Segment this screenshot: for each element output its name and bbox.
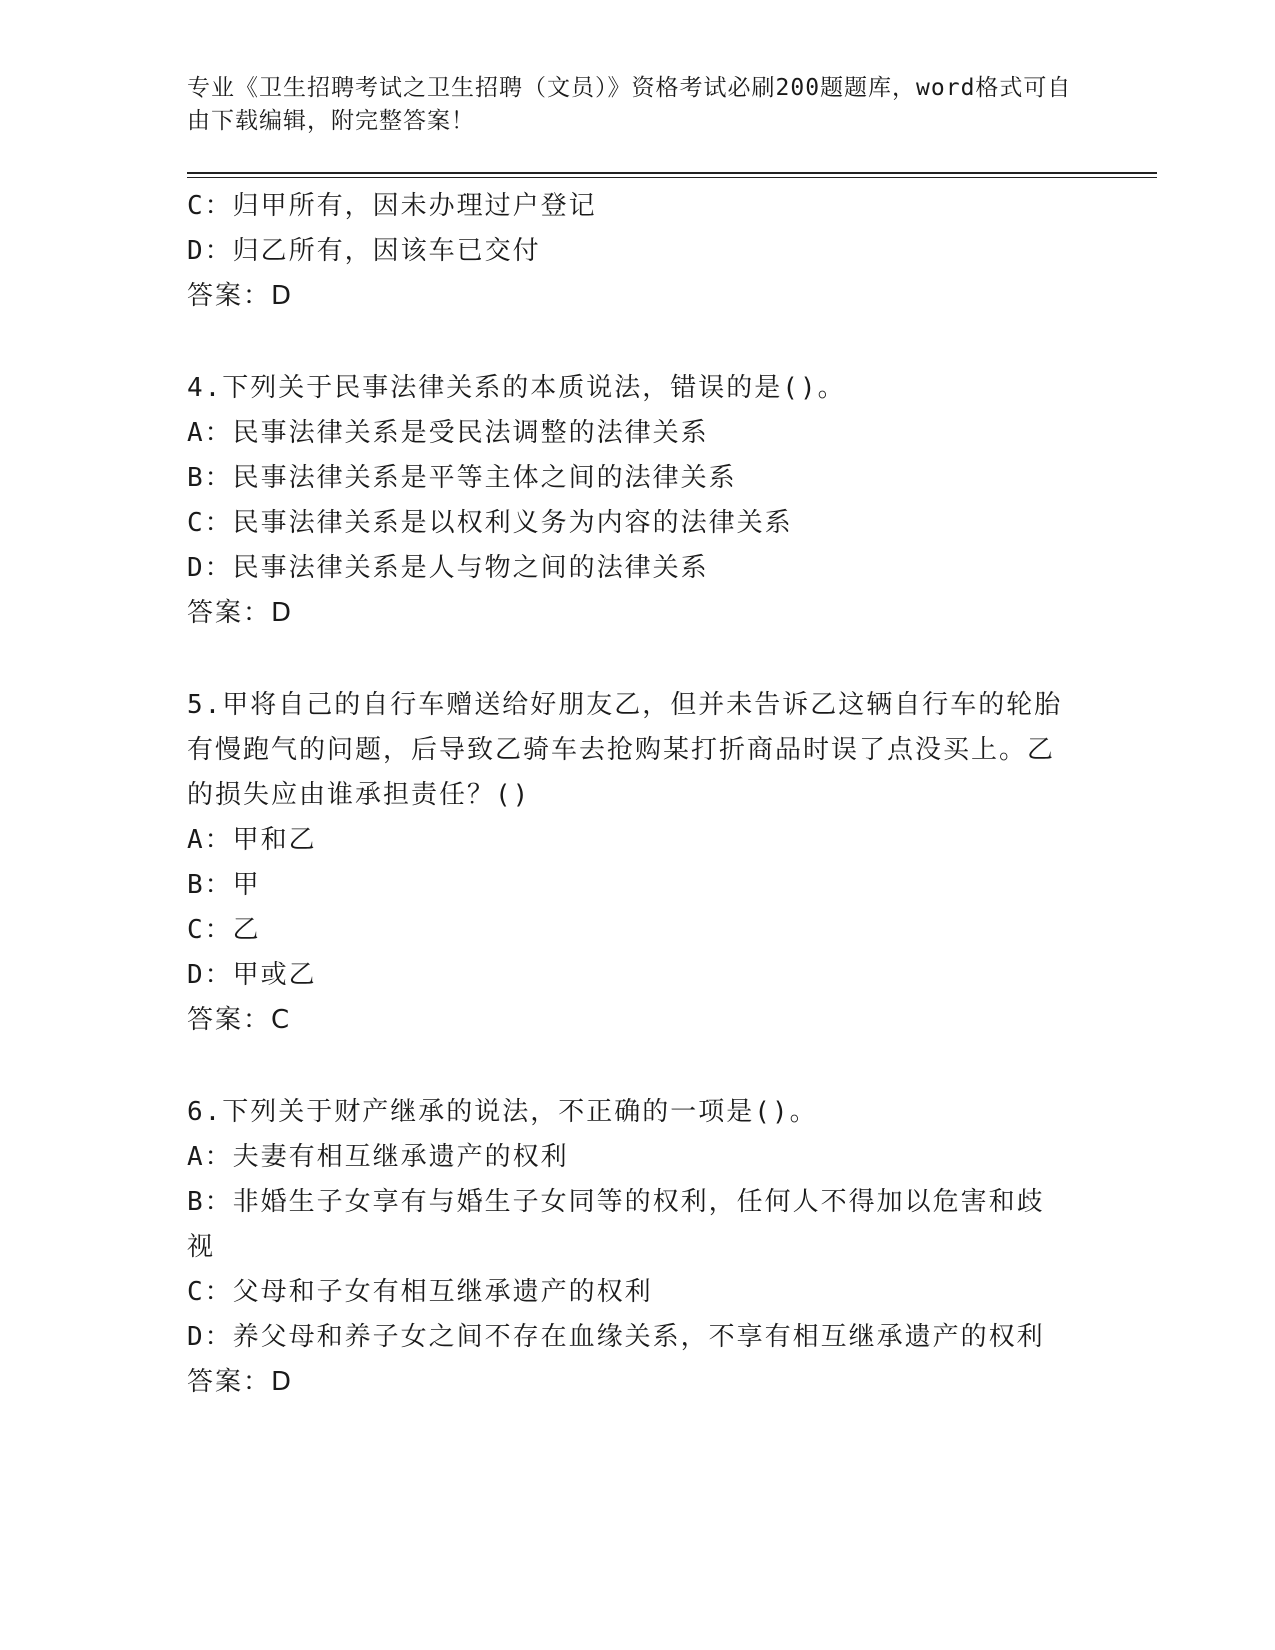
- q6-option-c: C：父母和子女有相互继承遗产的权利: [187, 1277, 653, 1307]
- q6-answer: 答案：D: [187, 1367, 294, 1397]
- q4-option-b: B：民事法律关系是平等主体之间的法律关系: [187, 463, 737, 493]
- q4-option-a: A：民事法律关系是受民法调整的法律关系: [187, 418, 709, 448]
- header-divider: [187, 172, 1157, 178]
- q4-option-d: D：民事法律关系是人与物之间的法律关系: [187, 553, 709, 583]
- document-page: [187, 72, 1157, 1405]
- q5-option-d: D：甲或乙: [187, 960, 317, 990]
- q4-answer: 答案：D: [187, 598, 294, 628]
- q4-option-c: C：民事法律关系是以权利义务为内容的法律关系: [187, 508, 793, 538]
- q5-answer: 答案：C: [187, 1005, 292, 1035]
- question-list: [187, 184, 1157, 1405]
- q5-option-c: C：乙: [187, 915, 261, 945]
- q3-option-d: D：归乙所有，因该车已交付: [187, 236, 541, 266]
- q5-option-b: B：甲: [187, 870, 261, 900]
- q3-option-c: C：归甲所有，因未办理过户登记: [187, 191, 597, 221]
- q6-option-d: D：养父母和养子女之间不存在血缘关系，不享有相互继承遗产的权利: [187, 1322, 1045, 1352]
- spacer: [187, 1043, 1157, 1090]
- q5-option-a: A：甲和乙: [187, 825, 317, 855]
- document-header: 专业《卫生招聘考试之卫生招聘（文员）》资格考试必刷200题题库，word格式可自由下载编辑，附完整答案！: [187, 75, 1072, 134]
- q6-option-b: B：非婚生子女享有与婚生子女同等的权利，任何人不得加以危害和歧视: [187, 1187, 1045, 1262]
- q3-answer: 答案：D: [187, 281, 294, 311]
- q6-option-a: A：夫妻有相互继承遗产的权利: [187, 1142, 569, 1172]
- spacer: [187, 319, 1157, 366]
- spacer: [187, 636, 1157, 683]
- q6-question: 6.下列关于财产继承的说法，不正确的一项是()。: [187, 1097, 818, 1127]
- q5-question: 5.甲将自己的自行车赠送给好朋友乙，但并未告诉乙这辆自行车的轮胎有慢跑气的问题，后导致乙骑车去抢购某打折商品时误了点没买上。乙的损失应由谁承担责任？(): [187, 690, 1063, 810]
- q4-question: 4.下列关于民事法律关系的本质说法，错误的是()。: [187, 373, 846, 403]
